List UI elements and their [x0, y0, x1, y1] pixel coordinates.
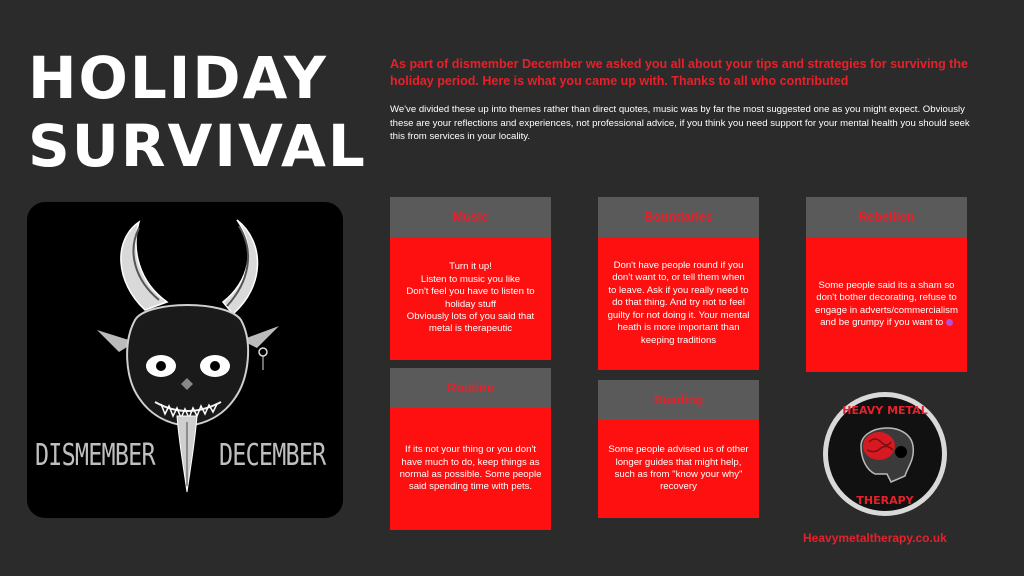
- intro-highlight: As part of dismember December we asked you all about your tips and strategies for surviving the holiday period. Here is what you came up with. Thanks to all who contributed: [390, 57, 968, 88]
- card-music: [390, 197, 551, 360]
- heavy-metal-therapy-logo: [821, 390, 949, 518]
- card-reading-title: Reading: [598, 380, 759, 420]
- card-routine-text: If its not your thing or you don't have much to do, keep things as normal as possible. Some people said spending time with pets.: [399, 444, 542, 493]
- card-reading-text: Some people advised us of other longer guides that might help, such as from "know your why" recovery: [608, 444, 749, 493]
- card-rebellion-title: Rebellion: [806, 197, 967, 237]
- logo-bottom-text: THERAPY: [856, 494, 914, 507]
- title-line-2: SURVIVAL: [28, 112, 367, 180]
- card-routine: [390, 368, 551, 530]
- card-boundaries: [598, 197, 759, 370]
- logo-top-text: HEAVY METAL: [842, 404, 928, 417]
- card-routine-title: Routine: [390, 368, 551, 408]
- card-boundaries-text: Don't have people round if you don't want to, or tell them when to leave. Ask if you really need to do that thing. And try not to feel guilty for not doing it. Your mental heath is more important than keeping traditions: [607, 260, 750, 346]
- poster-word-left: DISMEMBER: [35, 438, 155, 473]
- intro-body: We've divided these up into themes rather than direct quotes, music was by far the most suggested one as you might expect. Obviously these are your reflections and experiences, not professional advice, if you think you need support for your mental health you should seek this from services in your locality.: [390, 104, 970, 142]
- website-link[interactable]: Heavymetaltherapy.co.uk: [803, 531, 947, 545]
- card-music-title: Music: [390, 197, 551, 237]
- smiling-devil-emoji-icon: [946, 319, 953, 326]
- page-title: [28, 44, 367, 180]
- card-rebellion-text: Some people said its a sham so don't bother decorating, refuse to engage in adverts/commercialism and be grumpy if you want to: [815, 279, 958, 328]
- card-reading: [598, 380, 759, 518]
- dismember-december-poster: [27, 202, 343, 518]
- card-boundaries-body: [598, 237, 759, 370]
- card-rebellion-body: [806, 237, 967, 372]
- card-music-body: [390, 237, 551, 360]
- card-rebellion: [806, 197, 967, 372]
- poster-word-right: DECEMBER: [219, 438, 326, 473]
- card-boundaries-title: Boundaries: [598, 197, 759, 237]
- card-routine-body: [390, 408, 551, 530]
- title-line-1: HOLIDAY: [28, 44, 328, 112]
- card-music-text: Turn it up! Listen to music you like Don't feel you have to listen to holiday stuff Obviously lots of you said that metal is therapeutic: [406, 261, 535, 335]
- card-reading-body: [598, 420, 759, 518]
